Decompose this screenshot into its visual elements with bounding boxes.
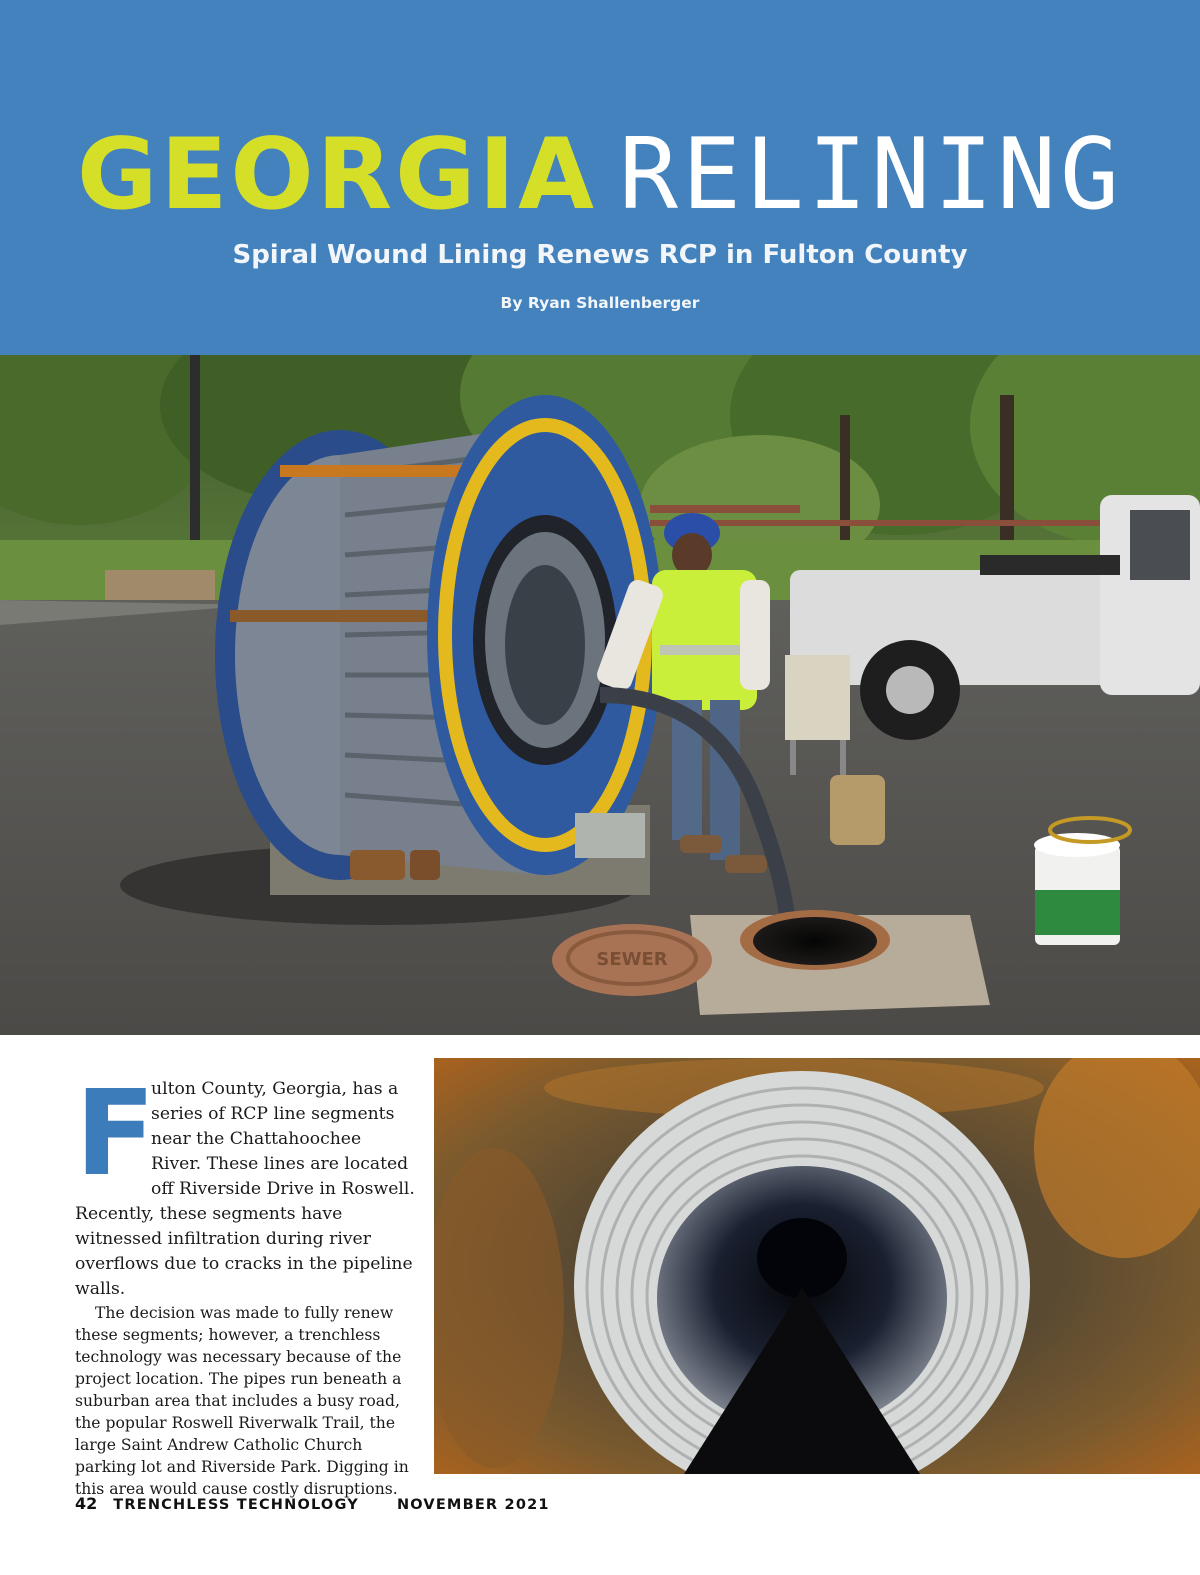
subtitle: Spiral Wound Lining Renews RCP in Fulton County <box>232 240 968 270</box>
title-relining: RELINING <box>618 118 1123 232</box>
page-number: 42 <box>75 1494 98 1513</box>
lined-pipe-interior-photo-icon <box>434 1058 1200 1474</box>
drop-cap: F <box>75 1064 156 1202</box>
pipe-photo <box>434 1058 1200 1474</box>
article-paragraph-1: ulton County, Georgia, has a series of RCP line segments near the Chattahoochee River. These lines are located off Riverside Drive in Roswell. Recently, these segments have witnessed infiltration during river overflows due to cracks in the pipeline walls. <box>75 1079 415 1299</box>
main-photo <box>0 355 1200 1035</box>
issue-date: NOVEMBER 2021 <box>396 1497 550 1513</box>
article-paragraph-2: The decision was made to fully renew these segments; however, a trenchless technology was necessary because of the project location. The pipes run beneath a suburban area that includes a busy road, the popular Roswell Riverwalk Trail, the large Saint Andrew Catholic Church parking lot and Riverside Park. Digging in this area would cause costly disruptions. <box>75 1304 409 1498</box>
publication-name: TRENCHLESS TECHNOLOGY <box>113 1497 359 1513</box>
reel-worker-manhole-photo-icon <box>0 355 1200 1035</box>
manhole-lid-text: SEWER <box>596 949 668 970</box>
article-body <box>75 1064 415 1500</box>
byline: By Ryan Shallenberger <box>500 294 700 312</box>
title-georgia: GEORGIA <box>77 118 597 232</box>
page-title <box>0 118 1200 233</box>
page-footer <box>75 1494 550 1513</box>
